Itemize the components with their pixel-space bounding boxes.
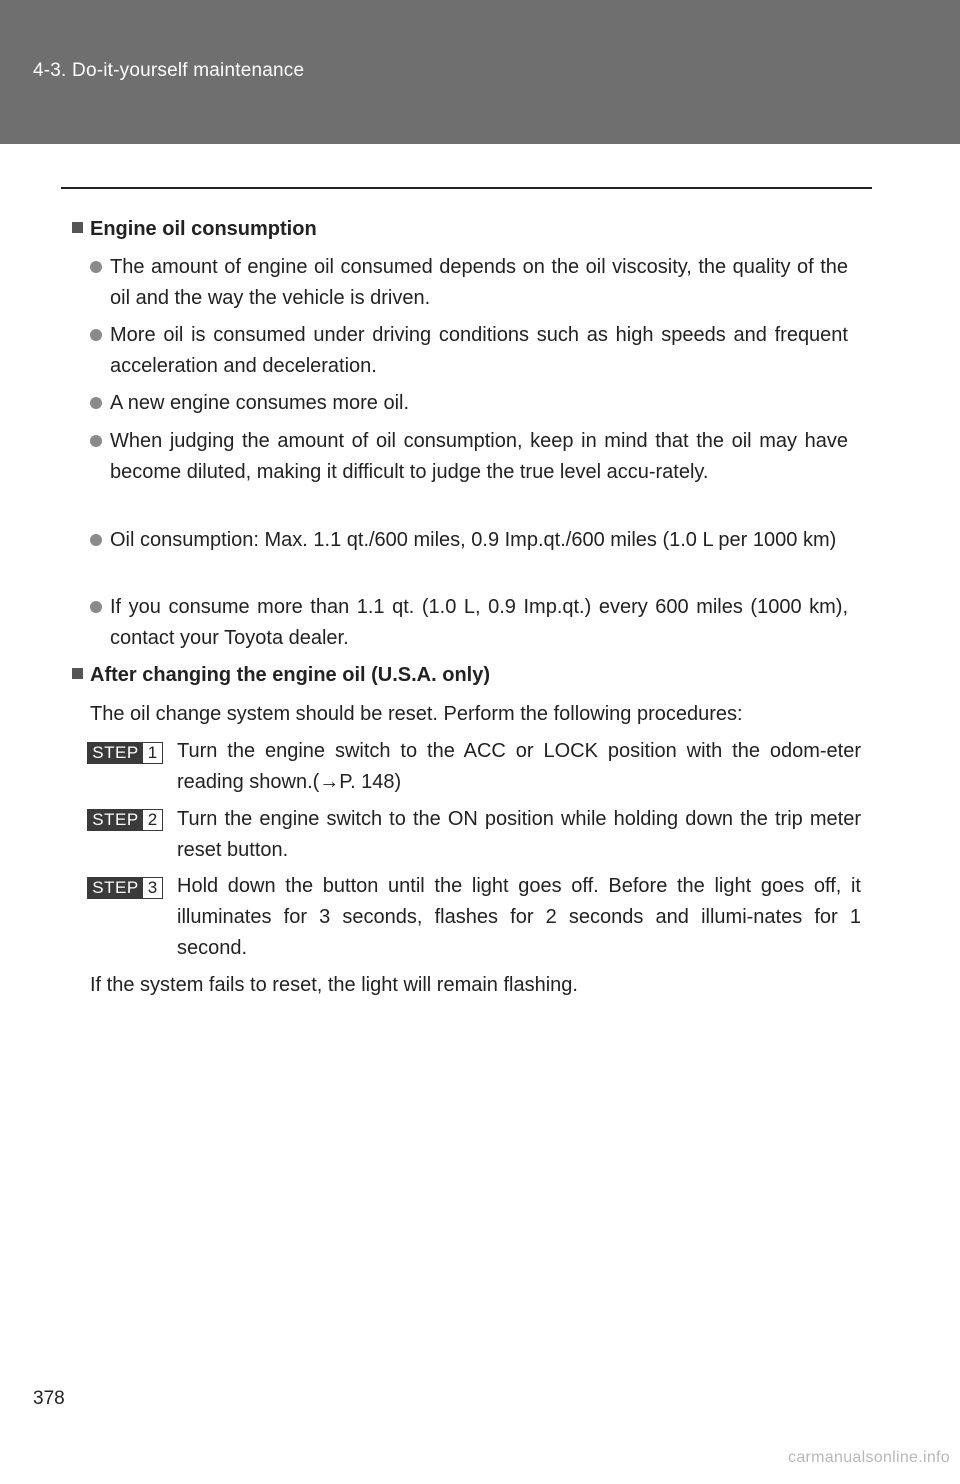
- step-number: 2: [143, 810, 162, 830]
- bullet-text: The amount of engine oil consumed depends on the oil viscosity, the quality of the oil and the way the vehicle is driven.: [110, 256, 848, 309]
- square-bullet-icon: [72, 668, 83, 679]
- section-heading: [72, 660, 490, 690]
- step-badge: [87, 809, 163, 831]
- section-heading-text: Engine oil consumption: [90, 218, 317, 240]
- section-heading-text: After changing the engine oil (U.S.A. only): [90, 664, 491, 686]
- step-badge: [87, 742, 163, 764]
- bullet-text: When judging the amount of oil consumption, keep in mind that the oil may have become diluted, making it difficult to judge the true level accu-rately.: [110, 430, 848, 483]
- step-label: STEP: [88, 878, 143, 898]
- circle-bullet-icon: [90, 397, 102, 409]
- intro-text: The oil change system should be reset. Perform the following procedures:: [90, 703, 743, 725]
- circle-bullet-icon: [90, 435, 102, 447]
- step-text: Turn the engine switch to the ON position while holding down the trip meter reset button.: [177, 808, 861, 861]
- bullet-text: More oil is consumed under driving conditions such as high speeds and frequent acceleration and deceleration.: [110, 324, 848, 377]
- circle-bullet-icon: [90, 601, 102, 613]
- step-label: STEP: [88, 810, 143, 830]
- step-number: 1: [143, 743, 162, 763]
- section-heading: [72, 214, 317, 244]
- step-number: 3: [143, 878, 162, 898]
- page-header-band: [0, 0, 960, 144]
- circle-bullet-icon: [90, 329, 102, 341]
- step-text: Turn the engine switch to the ACC or LOCK position with the odom-eter reading shown.(→P. 148): [177, 740, 861, 793]
- bullet-text: A new engine consumes more oil.: [110, 392, 410, 414]
- circle-bullet-icon: [90, 534, 102, 546]
- reset-note: If the system fails to reset, the light will remain flashing.: [90, 974, 578, 996]
- circle-bullet-icon: [90, 261, 102, 273]
- step-badge: [87, 877, 163, 899]
- page-number: 378: [33, 1388, 65, 1409]
- bullet-text: If you consume more than 1.1 qt. (1.0 L, 0.9 Imp.qt.) every 600 miles (1000 km), contact your Toyota dealer.: [110, 596, 848, 649]
- step-label: STEP: [88, 743, 143, 763]
- chapter-title: 4-3. Do-it-yourself maintenance: [33, 60, 305, 81]
- step-text: Hold down the button until the light goes off. Before the light goes off, it illuminates for 3 seconds, flashes for 2 seconds and illumi-nates for 1 second.: [177, 875, 861, 959]
- square-bullet-icon: [72, 222, 83, 233]
- bullet-text: Oil consumption: Max. 1.1 qt./600 miles, 0.9 Imp.qt./600 miles (1.0 L per 1000 km): [110, 529, 837, 551]
- divider-rule: [61, 187, 872, 189]
- watermark: carmanualsonline.info: [788, 1449, 950, 1466]
